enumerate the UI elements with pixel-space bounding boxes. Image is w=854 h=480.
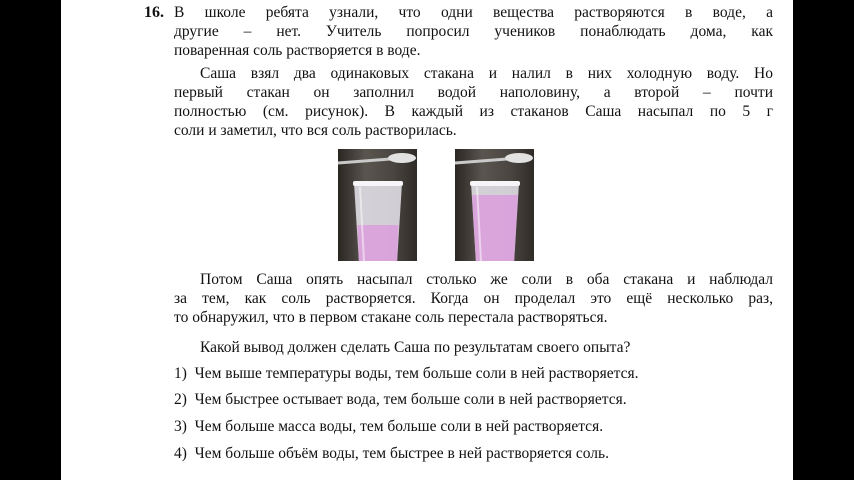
glass-photo-half — [338, 149, 417, 261]
paragraph-2-line-4: соли и заметил, что вся соль растворилась. — [174, 122, 457, 139]
answer-option-3[interactable] — [174, 418, 603, 436]
paragraph-2-line-1: Саша взял два одинаковых стакана и налил в них холодную воду. Но — [200, 65, 773, 82]
option-number: 4) — [174, 445, 187, 462]
option-text: Чем выше температуры воды, тем больше соли в ней растворяется. — [194, 365, 639, 382]
paragraph-2-line-3: полностью (см. рисунок). В каждый из стаканов Саша насыпал по 5 г — [174, 103, 773, 120]
answer-option-1[interactable] — [174, 365, 639, 383]
option-number: 2) — [174, 391, 187, 408]
glass-photo-full — [455, 149, 534, 261]
question-text: Какой вывод должен сделать Саша по результатам своего опыта? — [200, 339, 631, 356]
answer-option-2[interactable] — [174, 391, 627, 409]
option-text: Чем больше объём воды, тем быстрее в ней растворяется соль. — [194, 445, 609, 462]
paragraph-3-line-2: за тем, как соль растворяется. Когда он проделал это ещё несколько раз, — [174, 290, 773, 307]
option-number: 1) — [174, 365, 187, 382]
glass-full-icon — [469, 177, 521, 261]
paragraph-1-line-1: В школе ребята узнали, что одни вещества растворяются в воде, а — [174, 4, 773, 21]
paragraph-3-line-1: Потом Саша опять насыпал столько же соли в оба стакана и наблюдал — [200, 271, 773, 288]
option-text: Чем больше масса воды, тем больше соли в ней растворяется. — [194, 418, 604, 435]
document-page — [61, 0, 793, 480]
glass-half-icon — [352, 177, 404, 261]
question-number: 16. — [144, 4, 164, 21]
paragraph-2-line-2: первый стакан он заполнил водой наполовину, а второй – почти — [174, 84, 773, 101]
spoon-icon — [338, 149, 417, 179]
answer-option-4[interactable] — [174, 445, 609, 463]
paragraph-3-line-3: то обнаружил, что в первом стакане соль перестала растворяться. — [174, 309, 608, 326]
option-number: 3) — [174, 418, 187, 435]
spoon-icon — [455, 149, 534, 179]
paragraph-1-line-2: другие – нет. Учитель попросил учеников понаблюдать дома, как — [174, 23, 773, 40]
paragraph-1-line-3: поваренная соль растворяется в воде. — [174, 42, 421, 59]
option-text: Чем быстрее остывает вода, тем больше соли в ней растворяется. — [194, 391, 627, 408]
